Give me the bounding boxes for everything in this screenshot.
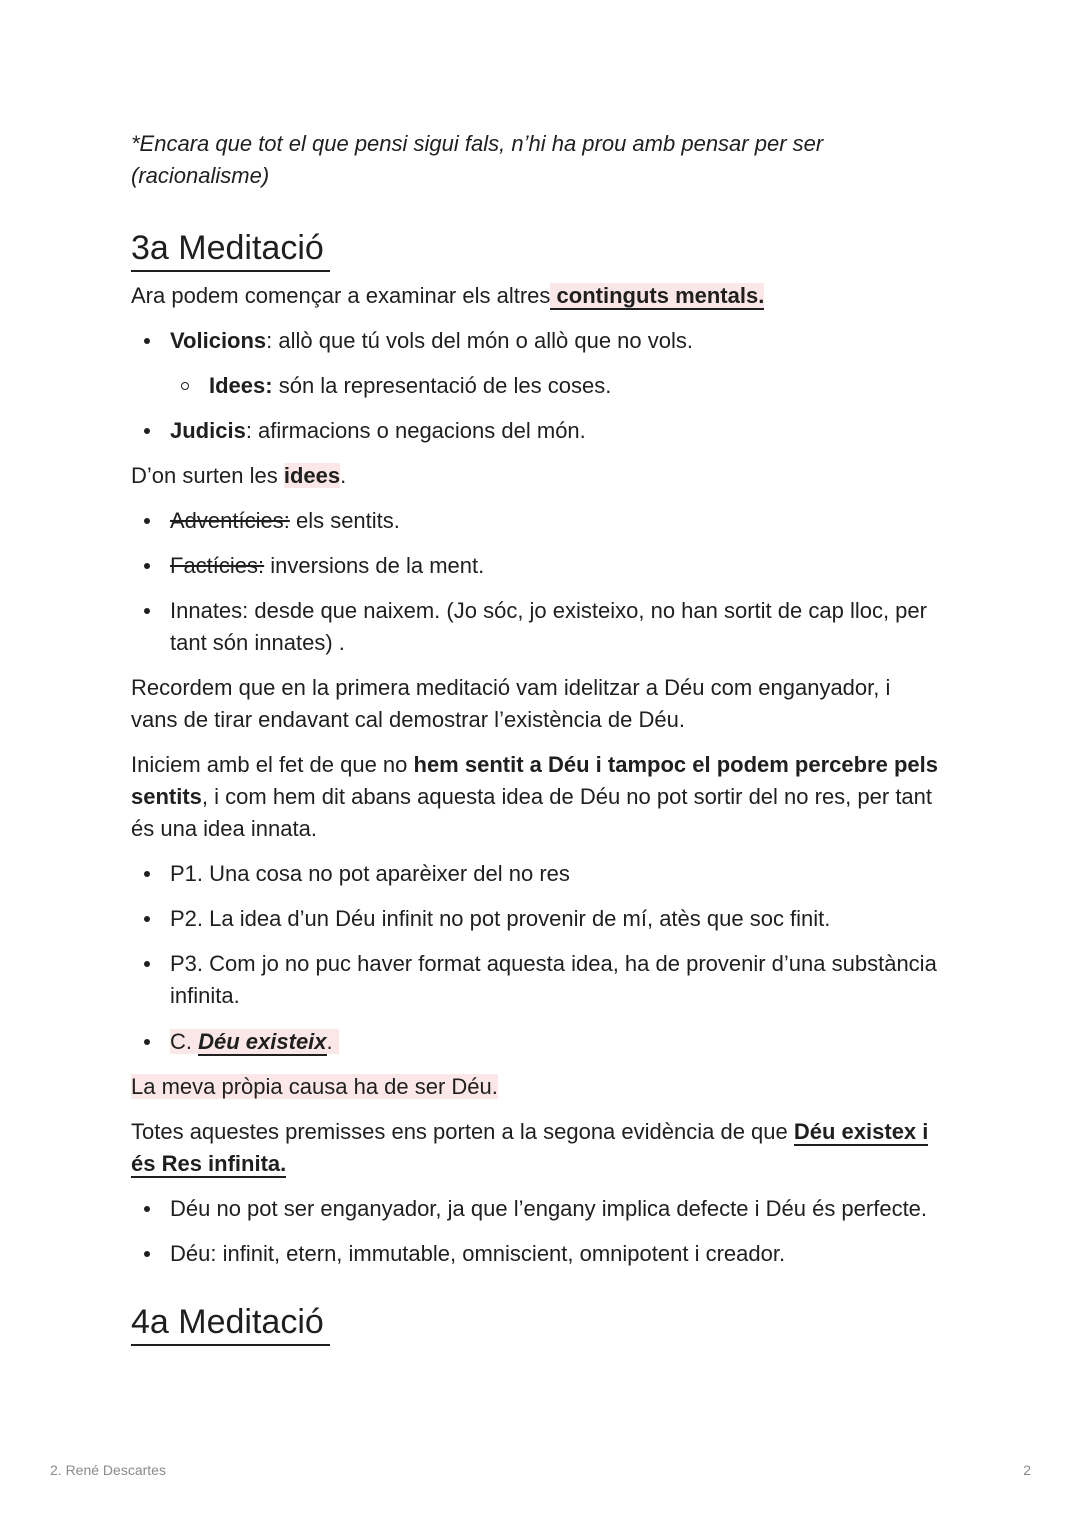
recall-paragraph: Recordem que en la primera meditació vam idelitzar a Déu com enganyador, i vans de tirar endavant cal demostrar l’existència de Déu. bbox=[131, 675, 891, 732]
god-properties-list bbox=[131, 1193, 941, 1270]
cause-paragraph: La meva pròpia causa ha de ser Déu. bbox=[131, 1074, 498, 1099]
list-item: Innates: desde que naixem. (Jo sóc, jo existeixo, no han sortit de cap lloc, per tant són innates) . bbox=[131, 595, 941, 659]
start-paragraph: Iniciem amb el fet de que no hem sentit a Déu i tampoc el podem percebre pels sentits, i com hem dit abans aquesta idea de Déu no pot sortir del no res, per tant és una idea innata. bbox=[131, 752, 938, 841]
rationalism-note: *Encara que tot el que pensi sigui fals, n’hi ha prou amb pensar per ser (racionalisme) bbox=[131, 131, 824, 188]
premises-list bbox=[131, 858, 941, 1058]
idea-kinds-list bbox=[131, 505, 941, 659]
list-item: P1. Una cosa no pot aparèixer del no res bbox=[131, 858, 941, 890]
footer-page-number: 2 bbox=[1023, 1462, 1031, 1478]
section-heading-3a: 3a Meditació bbox=[131, 228, 330, 272]
document-page bbox=[131, 128, 941, 1354]
list-item: Adventícies: els sentits. bbox=[131, 505, 941, 537]
list-item: P2. La idea d’un Déu infinit no pot provenir de mí, atès que soc finit. bbox=[131, 903, 941, 935]
footer-doc-title: 2. René Descartes bbox=[50, 1462, 166, 1478]
section-heading-4a: 4a Meditació bbox=[131, 1302, 330, 1346]
list-item: P3. Com jo no puc haver format aquesta idea, ha de provenir d’una substància infinita. bbox=[131, 948, 941, 1012]
intro-paragraph: Ara podem començar a examinar els altres continguts mentals. bbox=[131, 283, 765, 308]
list-item: Factícies: inversions de la ment. bbox=[131, 550, 941, 582]
list-item: Idees: són la representació de les coses. bbox=[131, 370, 941, 402]
mental-contents-list bbox=[131, 325, 941, 447]
evidence-paragraph: Totes aquestes premisses ens porten a la segona evidència de que Déu existex i és Res infinita. bbox=[131, 1119, 929, 1176]
list-item: Déu no pot ser enganyador, ja que l’engany implica defecte i Déu és perfecte. bbox=[131, 1193, 941, 1225]
infinite-res-highlight: Déu existex i és Res infinita. bbox=[131, 1119, 929, 1176]
ideas-origin-paragraph: D’on surten les idees. bbox=[131, 463, 347, 488]
list-item: Volicions: allò que tú vols del món o allò que no vols. bbox=[131, 325, 941, 357]
mental-contents-highlight: continguts mentals. bbox=[550, 283, 765, 308]
list-item: Judicis: afirmacions o negacions del món. bbox=[131, 415, 941, 447]
list-item: Déu: infinit, etern, immutable, omniscient, omnipotent i creador. bbox=[131, 1238, 941, 1270]
list-item: C. Déu existeix. bbox=[131, 1026, 941, 1058]
god-exists-highlight: Déu existeix bbox=[198, 1029, 327, 1054]
